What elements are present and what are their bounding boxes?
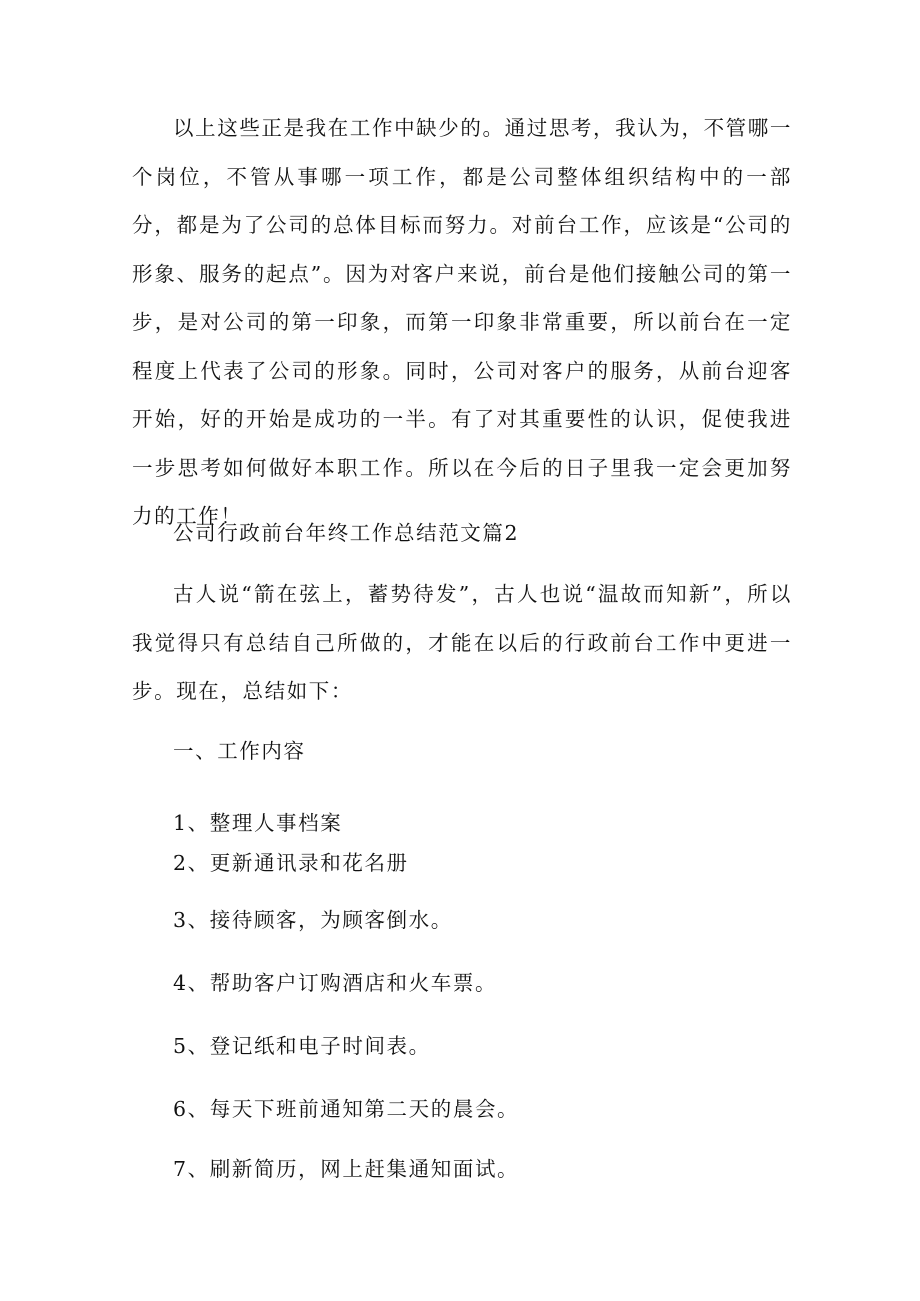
list-item-4: 4、帮助客户订购酒店和火车票。 bbox=[173, 971, 498, 995]
list-item-6: 6、每天下班前通知第二天的晨会。 bbox=[173, 1097, 520, 1121]
list-item-2: 2、更新通讯录和花名册 bbox=[173, 851, 409, 875]
list-item-7: 7、刷新简历，网上赶集通知面试。 bbox=[173, 1157, 520, 1181]
paragraph-reflection: 以上这些正是我在工作中缺少的。通过思考，我认为，不管哪一个岗位，不管从事哪一项工作，都是公司整体组织结构中的一部分，都是为了公司的总体目标而努力。对前台工作，应该是“公司的形象、服务的起点”。因为对客户来说，前台是他们接触公司的第一步，是对公司的第一印象，而第一印象非常重要，所以前台在一定程度上代表了公司的形象。同时，公司对客户的服务，从前台迎客开始，好的开始是成功的一半。有了对其重要性的认识，促使我进一步思考如何做好本职工作。所以在今后的日子里我一定会更加努力的工作！ bbox=[132, 116, 792, 528]
list-item-3: 3、接待顾客，为顾客倒水。 bbox=[173, 908, 453, 932]
paragraph-intro: 古人说“箭在弦上，蓄势待发”，古人也说“温故而知新”，所以我觉得只有总结自己所做的，才能在以后的行政前台工作中更进一步。现在，总结如下： bbox=[132, 582, 792, 703]
heading-work-content: 一、工作内容 bbox=[173, 739, 306, 763]
section-title: 公司行政前台年终工作总结范文篇2 bbox=[173, 521, 520, 545]
list-item-1: 1、整理人事档案 bbox=[173, 811, 343, 835]
list-item-5: 5、登记纸和电子时间表。 bbox=[173, 1034, 431, 1058]
